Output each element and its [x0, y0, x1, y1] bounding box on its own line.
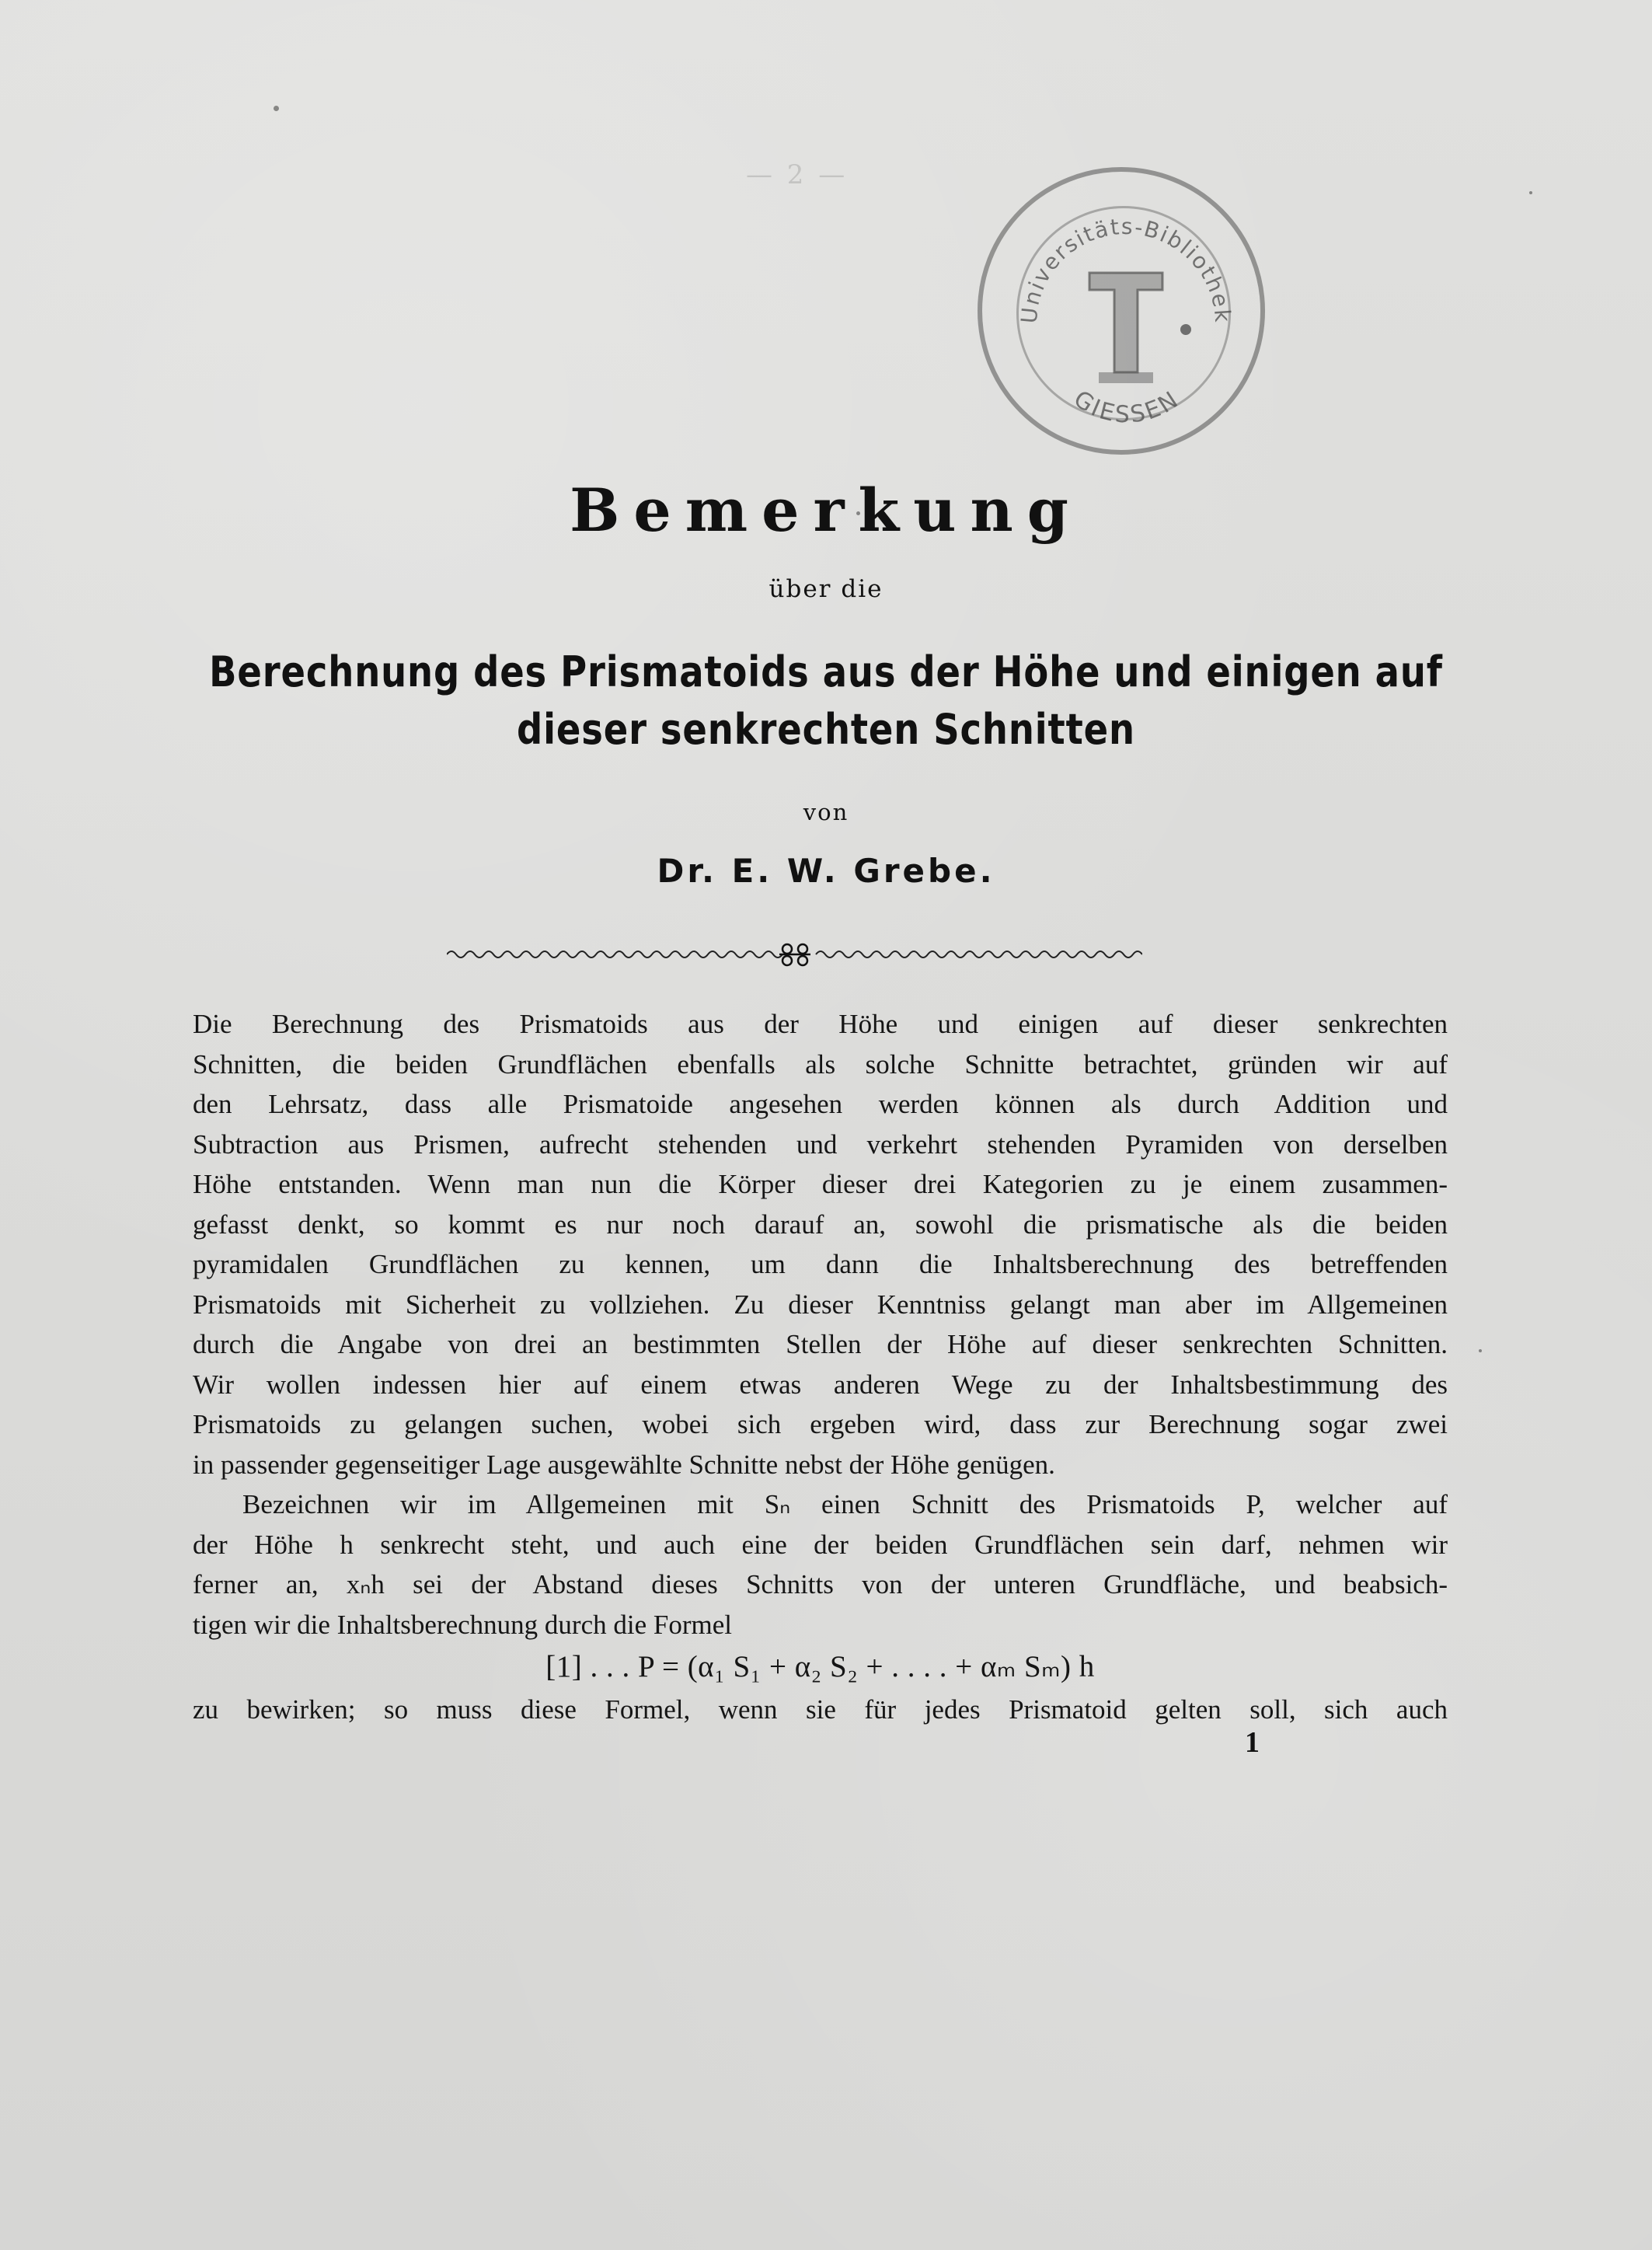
stamp-text-bottom: GIESSEN [1068, 385, 1185, 429]
page-header: — 2 — [746, 159, 849, 190]
paragraph-1-line-2: Schnitten, die beiden Grundflächen ebenfalls als solche Schnitte betrachtet, gründen wir auf [193, 1048, 1448, 1080]
paragraph-1-line-12: in passender gegenseitiger Lage ausgewählte Schnitte nebst der Höhe genügen. [193, 1449, 1055, 1480]
author-name: Dr. E. W. Grebe. [657, 852, 995, 890]
title-main: Bemerkung [570, 476, 1082, 545]
paragraph-2-line-1: Bezeichnen wir im Allgemeinen mit Sₙ einen Schnitt des Prismatoids P, welcher auf [242, 1489, 1448, 1519]
stamp-text-top: Universitäts-Bibliothek [1016, 213, 1236, 325]
stamp-seal-icon [982, 172, 1270, 459]
paragraph-1-line-7: pyramidalen Grundflächen zu kennen, um dann die Inhaltsberechnung des betreffenden [193, 1249, 1448, 1279]
svg-text:GIESSEN [1068, 385, 1184, 429]
paragraph-2-line-3: ferner an, xₙh sei der Abstand dieses Schnitts von der unteren Grundfläche, und beabsich- [193, 1569, 1448, 1599]
continuation-line: zu bewirken; so muss diese Formel, wenn sie für jedes Prismatoid gelten soll, sich auch [193, 1694, 1448, 1725]
paragraph-1-line-1: Die Berechnung des Prismatoids aus der Höhe und einigen auf dieser senkrechten [193, 1009, 1448, 1039]
paragraph-1-line-6: gefasst denkt, so kommt es nur noch darauf an, sowohl die prismatische als die beiden [193, 1209, 1448, 1240]
byline-von: von [803, 799, 849, 825]
paragraph-1-line-3: den Lehrsatz, dass alle Prismatoide angesehen werden können als durch Addition und [193, 1089, 1448, 1119]
body-text [193, 1004, 1448, 1730]
print-speck [856, 511, 860, 515]
print-speck [274, 106, 279, 111]
title-line-2: dieser senkrechten Schnitten [517, 705, 1135, 754]
paragraph-2-line-2: der Höhe h senkrecht steht, und auch eine der beiden Grundflächen sein darf, nehmen wir [193, 1529, 1448, 1560]
print-speck [1529, 191, 1532, 194]
paragraph-1-line-4: Subtraction aus Prismen, aufrecht stehenden und verkehrt stehenden Pyramiden von derselben [193, 1128, 1448, 1160]
ornament-divider-icon [447, 939, 1142, 970]
formula-1: [1] . . . P = (α₁ S₁ + α₂ S₂ + . . . . + αₘ Sₘ) h [545, 1650, 1095, 1683]
paragraph-1-line-11: Prismatoids zu gelangen suchen, wobei sich ergeben wird, dass zur Berechnung sogar zwei [193, 1409, 1448, 1439]
paragraph-2-line-4: tigen wir die Inhaltsberechnung durch die Formel [193, 1609, 732, 1640]
title-subtitle-small: über die [768, 575, 884, 603]
paragraph-1-line-8: Prismatoids mit Sicherheit zu vollziehen. Zu dieser Kenntniss gelangt man aber im Allgemeinen [193, 1289, 1448, 1320]
print-speck [1479, 1349, 1482, 1352]
paragraph-1-line-10: Wir wollen indessen hier auf einem etwas anderen Wege zu der Inhaltsbestimmung des [193, 1369, 1448, 1400]
paragraph-1-line-9: durch die Angabe von drei an bestimmten Stellen der Höhe auf dieser senkrechten Schnitten. [193, 1329, 1448, 1359]
page-number: 1 [1245, 1726, 1260, 1759]
library-stamp [978, 167, 1265, 455]
title-line-1: Berechnung des Prismatoids aus der Höhe und einigen auf [209, 647, 1443, 696]
paragraph-1-line-5: Höhe entstanden. Wenn man nun die Körper dieser drei Kategorien zu je einem zusammen- [193, 1169, 1448, 1199]
